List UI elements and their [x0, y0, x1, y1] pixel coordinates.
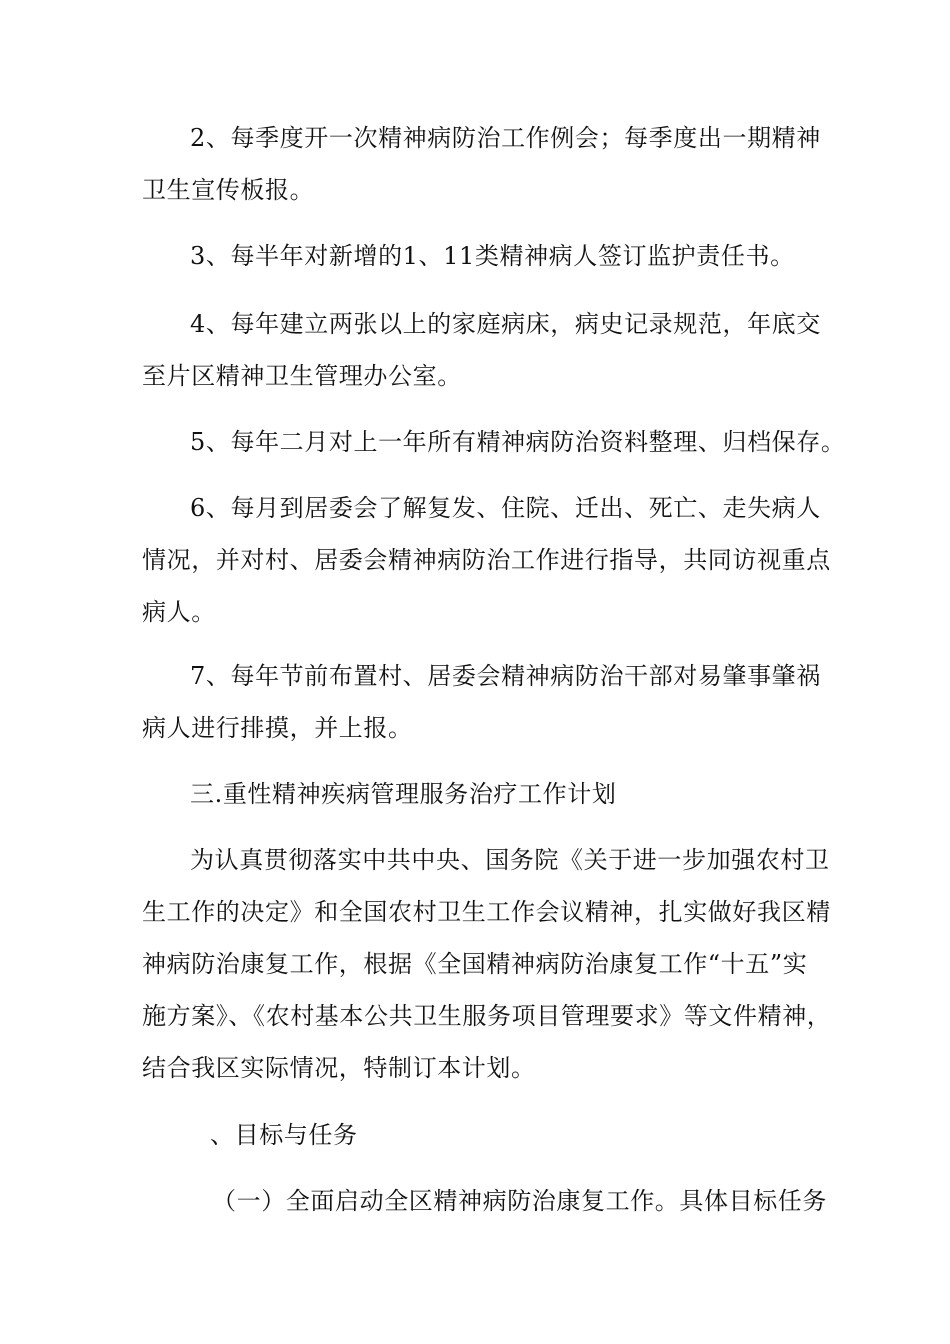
- paragraph-line: 卫生宣传板报。: [142, 176, 315, 204]
- paragraph-line: 施方案》、《农村基本公共卫生服务项目管理要求》等文件精神，: [142, 1002, 832, 1030]
- paragraph-line: 神病防治康复工作，根据《全国精神病防治康复工作“十五”实: [142, 950, 808, 978]
- paragraph-line: 病人进行排摸，并上报。: [142, 714, 413, 742]
- paragraph-line: （一）全面启动全区精神病防治康复工作。具体目标任务: [212, 1187, 827, 1215]
- paragraph-line: 为认真贯彻落实中共中央、国务院《关于进一步加强农村卫: [190, 846, 830, 874]
- paragraph-line: 3、每半年对新增的1、11类精神病人签订监护责任书。: [190, 242, 795, 270]
- subsection-heading: 、目标与任务: [210, 1121, 358, 1149]
- paragraph-line: 4、每年建立两张以上的家庭病床，病史记录规范，年底交: [190, 310, 821, 338]
- paragraph-line: 至片区精神卫生管理办公室。: [142, 362, 462, 390]
- paragraph-line: 5、每年二月对上一年所有精神病防治资料整理、归档保存。: [190, 428, 846, 456]
- section-heading: 三.重性精神疾病管理服务治疗工作计划: [190, 780, 617, 808]
- paragraph-line: 情况，并对村、居委会精神病防治工作进行指导，共同访视重点: [142, 546, 831, 574]
- paragraph-line: 生工作的决定》和全国农村卫生工作会议精神，扎实做好我区精: [142, 898, 831, 926]
- paragraph-line: 6、每月到居委会了解复发、住院、迁出、死亡、走失病人: [190, 494, 821, 522]
- paragraph-line: 2、每季度开一次精神病防治工作例会；每季度出一期精神: [190, 124, 821, 152]
- paragraph-line: 7、每年节前布置村、居委会精神病防治干部对易肇事肇祸: [190, 662, 821, 690]
- paragraph-line: 病人。: [142, 598, 216, 626]
- paragraph-line: 结合我区实际情况，特制订本计划。: [142, 1054, 536, 1082]
